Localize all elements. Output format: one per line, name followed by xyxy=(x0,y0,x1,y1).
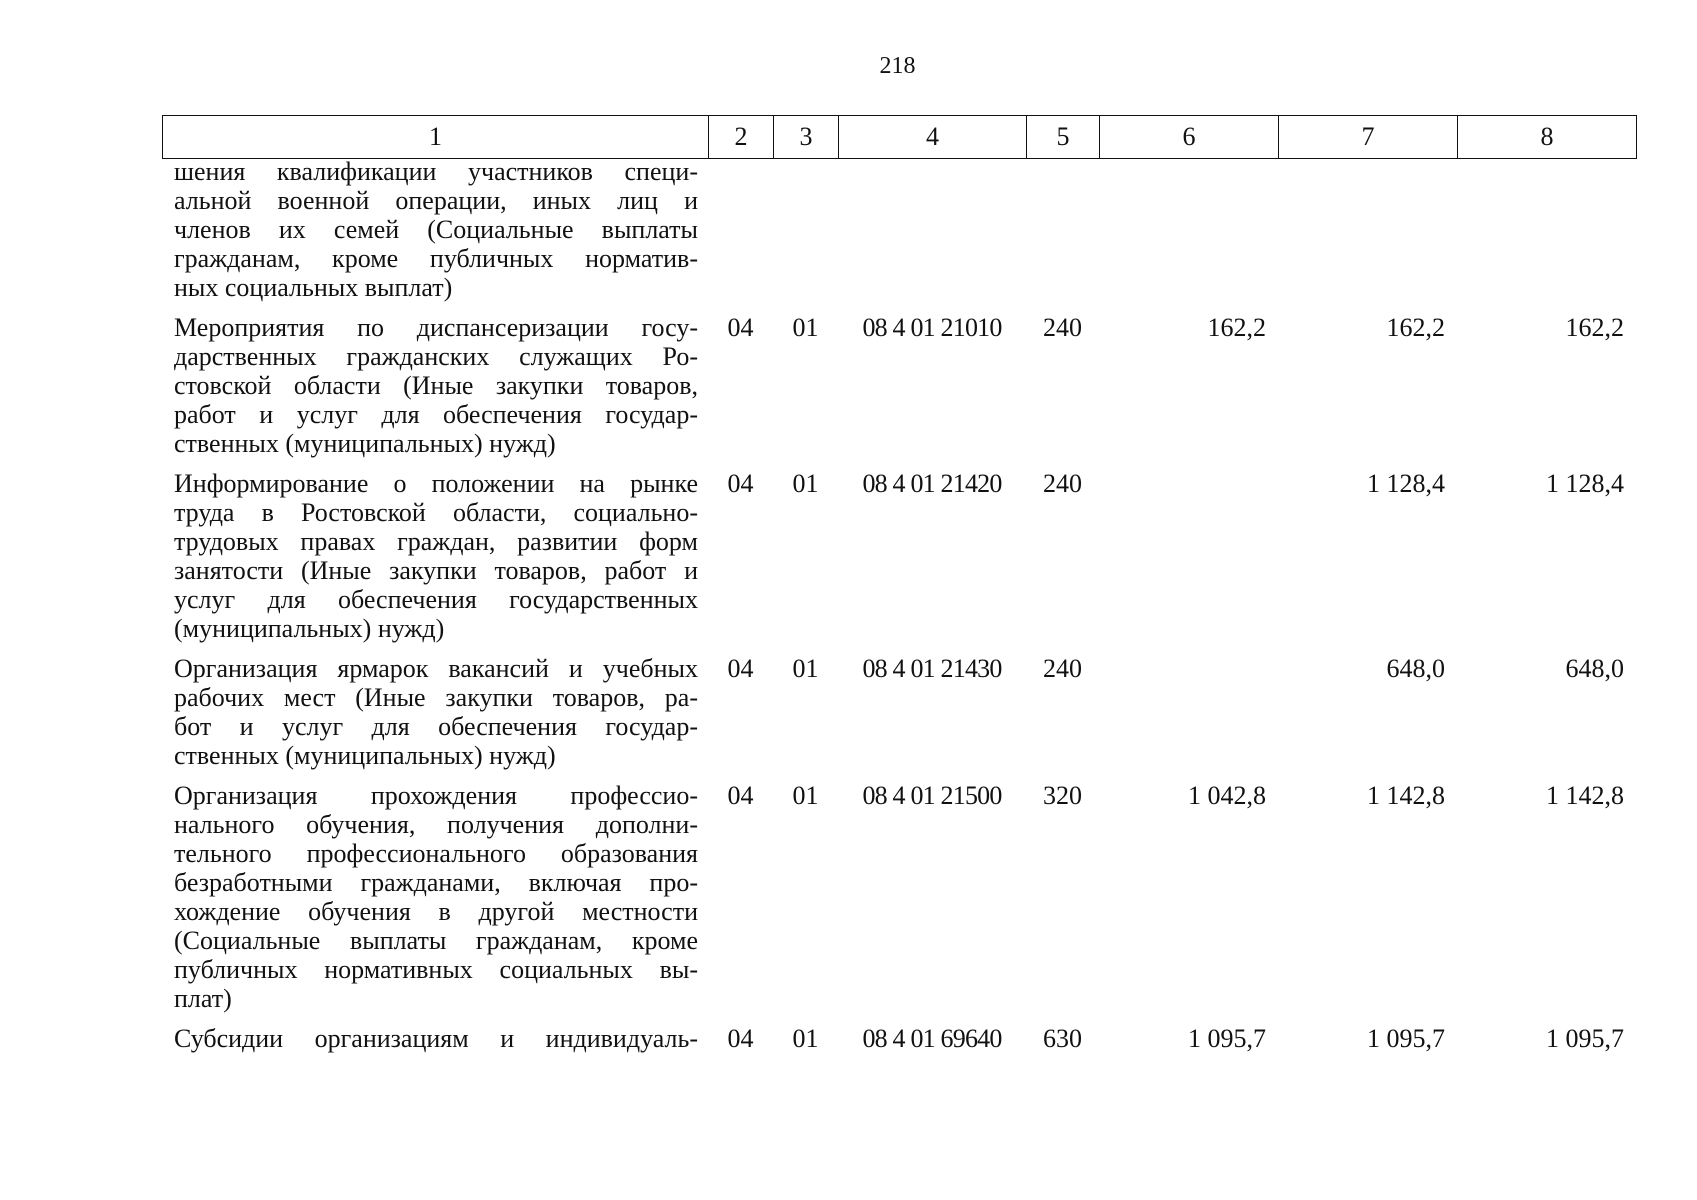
amount-col-6: 1 095,7 xyxy=(1188,1024,1266,1053)
subsection-code xyxy=(773,157,838,306)
header-row xyxy=(163,116,1637,159)
header-col-7: 7 xyxy=(1279,116,1458,159)
header-col-1: 1 xyxy=(163,116,709,159)
header-col-4: 4 xyxy=(839,116,1027,159)
subsection-code: 01 xyxy=(792,781,819,810)
description-line: ственных (муниципальных) нужд) xyxy=(174,741,556,770)
amount-col-6 xyxy=(1099,462,1278,647)
expense-type-code: 240 xyxy=(1043,313,1082,342)
expense-type-code xyxy=(1026,157,1099,306)
description-line: Информирование о положении на рынке xyxy=(174,469,698,498)
table-row xyxy=(162,1017,1636,1057)
description-line: Организация ярмарок вакансий и учебных xyxy=(174,654,698,683)
expense-type-code: 240 xyxy=(1043,469,1082,498)
row-description xyxy=(162,306,708,462)
target-article-code: 08 4 01 21500 xyxy=(862,781,1002,810)
table-row xyxy=(162,157,1636,306)
target-article-code: 08 4 01 69640 xyxy=(862,1024,1002,1053)
description-line: дарственных гражданских служащих Ро- xyxy=(174,342,698,371)
row-description xyxy=(162,1017,708,1057)
row-description xyxy=(162,647,708,774)
amount-col-6: 1 042,8 xyxy=(1188,781,1266,810)
table-header xyxy=(162,115,1637,159)
section-code: 04 xyxy=(727,469,754,498)
header-col-2: 2 xyxy=(709,116,774,159)
row-description xyxy=(162,462,708,647)
amount-col-8: 1 128,4 xyxy=(1546,469,1624,498)
section-code: 04 xyxy=(727,1024,754,1053)
description-line: шения квалификации участников специ- xyxy=(174,157,698,186)
description-line: стовской области (Иные закупки товаров, xyxy=(174,371,698,400)
description-line: трудовых правах граждан, развитии форм xyxy=(174,527,698,556)
amount-col-7: 648,0 xyxy=(1386,654,1445,683)
description-line: услуг для обеспечения государственных xyxy=(174,585,698,614)
target-article-code: 08 4 01 21430 xyxy=(862,654,1002,683)
description-line: ственных (муниципальных) нужд) xyxy=(174,429,556,458)
amount-col-8 xyxy=(1457,157,1636,306)
amount-col-7: 1 128,4 xyxy=(1367,469,1445,498)
section-code xyxy=(708,157,773,306)
description-line: публичных нормативных социальных вы- xyxy=(174,955,698,984)
subsection-code: 01 xyxy=(792,313,819,342)
description-line: Организация прохождения профессио- xyxy=(174,781,698,810)
description-line: альной военной операции, иных лиц и xyxy=(174,186,698,215)
amount-col-8: 162,2 xyxy=(1565,313,1624,342)
amount-col-6: 162,2 xyxy=(1207,313,1266,342)
subsection-code: 01 xyxy=(792,654,819,683)
amount-col-8: 1 142,8 xyxy=(1546,781,1624,810)
amount-col-6 xyxy=(1099,157,1278,306)
table-row xyxy=(162,462,1636,647)
header-col-3: 3 xyxy=(774,116,839,159)
header-col-5: 5 xyxy=(1027,116,1100,159)
table-body xyxy=(162,157,1636,1057)
amount-col-7: 1 142,8 xyxy=(1367,781,1445,810)
description-line: тельного профессионального образования xyxy=(174,839,698,868)
header-col-8: 8 xyxy=(1458,116,1637,159)
page-number: 218 xyxy=(879,53,916,79)
table-row xyxy=(162,306,1636,462)
description-line: хождение обучения в другой местности xyxy=(174,897,698,926)
description-line: ных социальных выплат) xyxy=(174,273,453,302)
table-row xyxy=(162,647,1636,774)
amount-col-6 xyxy=(1099,647,1278,774)
header-col-6: 6 xyxy=(1100,116,1279,159)
amount-col-7: 162,2 xyxy=(1386,313,1445,342)
target-article-code: 08 4 01 21010 xyxy=(862,313,1002,342)
target-article-code xyxy=(838,157,1026,306)
description-line: бот и услуг для обеспечения государ- xyxy=(174,712,698,741)
section-code: 04 xyxy=(727,313,754,342)
target-article-code: 08 4 01 21420 xyxy=(862,469,1002,498)
description-line: плат) xyxy=(174,984,232,1013)
subsection-code: 01 xyxy=(792,1024,819,1053)
description-line: нального обучения, получения дополни- xyxy=(174,810,698,839)
description-line: работ и услуг для обеспечения государ- xyxy=(174,400,698,429)
section-code: 04 xyxy=(727,654,754,683)
expense-type-code: 320 xyxy=(1043,781,1082,810)
amount-col-8: 648,0 xyxy=(1565,654,1624,683)
table-row xyxy=(162,774,1636,1017)
description-line: (муниципальных) нужд) xyxy=(174,614,445,643)
amount-col-8: 1 095,7 xyxy=(1546,1024,1624,1053)
amount-col-7 xyxy=(1278,157,1457,306)
expense-type-code: 240 xyxy=(1043,654,1082,683)
amount-col-7: 1 095,7 xyxy=(1367,1024,1445,1053)
row-description xyxy=(162,157,708,306)
description-line: членов их семей (Социальные выплаты xyxy=(174,215,698,244)
description-line: безработными гражданами, включая про- xyxy=(174,868,698,897)
description-line: гражданам, кроме публичных норматив- xyxy=(174,244,698,273)
description-line: Субсидии организациям и индивидуаль- xyxy=(174,1024,698,1053)
subsection-code: 01 xyxy=(792,469,819,498)
description-line: Мероприятия по диспансеризации госу- xyxy=(174,313,698,342)
description-line: (Социальные выплаты гражданам, кроме xyxy=(174,926,698,955)
row-description xyxy=(162,774,708,1017)
section-code: 04 xyxy=(727,781,754,810)
expense-type-code: 630 xyxy=(1043,1024,1082,1053)
description-line: рабочих мест (Иные закупки товаров, ра- xyxy=(174,683,698,712)
description-line: занятости (Иные закупки товаров, работ и xyxy=(174,556,698,585)
description-line: труда в Ростовской области, социально- xyxy=(174,498,698,527)
